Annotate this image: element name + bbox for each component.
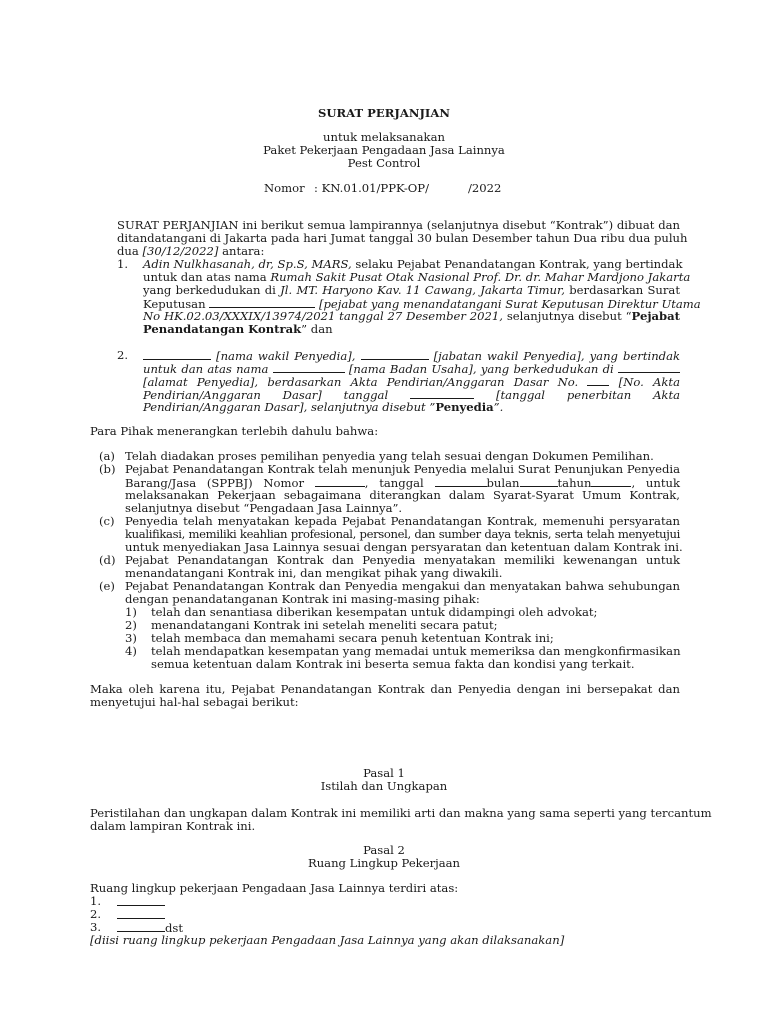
sub-item-number: 2) (125, 618, 137, 632)
scope-list-number: 2. (90, 907, 102, 921)
item-b-line-2: Barang/Jasa (SPPBJ) Nomor , tanggal bulan tahun , untuk (125, 476, 681, 490)
item-b-line-3: melaksanakan Pekerjaan sebagaimana diterangkan dalam Syarat-Syarat Umum Kontrak, (125, 488, 680, 502)
party1-line-5: No HK.02.03/XXXIX/13974/2021 tanggal 27 Desember 2021, selanjutnya disebut “Pejabat (143, 309, 680, 323)
item-b-line-4: selanjutnya disebut “Pengadaan Jasa Lainnya”. (125, 501, 403, 515)
item-c-line-3: untuk menyediakan Jasa Lainnya sesuai dengan persyaratan dan ketentuan dalam Kontrak ini. (125, 540, 683, 554)
intro-line-3: dua [30/12/2022] antara: (117, 244, 265, 258)
pasal-2-intro: Ruang lingkup pekerjaan Pengadaan Jasa Lainnya terdiri atas: (90, 881, 459, 895)
item-b-line-1: Pejabat Penandatangan Kontrak telah menunjuk Penyedia melalui Surat Penunjukan Penyedia (125, 462, 680, 476)
sub-item-text: telah membaca dan memahami secara penuh ketentuan Kontrak ini; (151, 631, 554, 645)
item-d-label: (d) (99, 553, 116, 567)
intro-line-1: SURAT PERJANJIAN ini berikut semua lampirannya (selanjutnya disebut “Kontrak”) dibuat dan (117, 218, 680, 232)
party1-line-6: Penandatangan Kontrak” dan (143, 322, 333, 336)
para-pihak: Para Pihak menerangkan terlebih dahulu bahwa: (90, 424, 379, 438)
party1-number: 1. (117, 257, 129, 271)
party1-line-3: yang berkedudukan di Jl. MT. Haryono Kav. 11 Cawang, Jakarta Timur, berdasarkan Surat (143, 283, 680, 297)
party2-line-1: [nama wakil Penyedia], [jabatan wakil Penyedia], yang bertindak (143, 349, 680, 363)
scope-list-number: 1. (90, 894, 102, 908)
item-c-line-2: kualifikasi, memiliki keahlian profesional, personel, dan sumber daya teknis, serta telah menyetujui (125, 527, 680, 541)
sub-item-text: menandatangani Kontrak ini setelah meneliti secara patut; (151, 618, 498, 632)
item-d-line-2: menandatangani Kontrak ini, dan mengikat pihak yang diwakili. (125, 566, 503, 580)
pasal-2-number: Pasal 2 (363, 843, 405, 857)
party1-line-1: Adin Nulkhasanah, dr, Sp.S, MARS, selaku Pejabat Penandatangan Kontrak, yang bertindak (143, 257, 683, 271)
party2-line-4: Pendirian/Anggaran Dasar] tanggal [tanggal penerbitan Akta (143, 388, 681, 402)
item-e-line-1: Pejabat Penandatangan Kontrak dan Penyedia mengakui dan menyatakan bahwa sehubungan (125, 579, 680, 593)
party2-line-2: untuk dan atas nama [nama Badan Usaha], yang berkedudukan di (143, 362, 680, 376)
item-a-label: (a) (99, 449, 115, 463)
sub-item-number: 4) (125, 644, 137, 658)
sub-item-number: 3) (125, 631, 137, 645)
item-b-label: (b) (99, 462, 116, 476)
subtitle-line-2: Paket Pekerjaan Pengadaan Jasa Lainnya (263, 143, 505, 157)
item-a-line-1: Telah diadakan proses pemilihan penyedia yang telah sesuai dengan Dokumen Pemilihan. (125, 449, 654, 463)
sub-item-number: 1) (125, 605, 137, 619)
party2-number: 2. (117, 348, 129, 362)
nomor-label: Nomor (264, 181, 305, 195)
maka-line-1: Maka oleh karena itu, Pejabat Penandatangan Kontrak dan Penyedia dengan ini bersepakat dan (90, 682, 680, 696)
nomor-year: /2022 (468, 181, 502, 195)
sub-item-text-continued: semua ketentuan dalam Kontrak ini beserta semua fakta dan kondisi yang terkait. (151, 657, 635, 671)
subtitle-line-3: Pest Control (347, 156, 421, 170)
party2-line-5: Pendirian/Anggaran Dasar], selanjutnya disebut ”Penyedia”. (143, 400, 504, 414)
subtitle-line-1: untuk melaksanakan (323, 130, 445, 144)
pasal-1-number: Pasal 1 (363, 766, 405, 780)
pasal-1-line-1: Peristilahan dan ungkapan dalam Kontrak ini memiliki arti dan makna yang sama seperti yang tercantum (90, 806, 712, 820)
maka-line-2: menyetujui hal-hal sebagai berikut: (90, 695, 299, 709)
scope-list-number: 3. (90, 920, 102, 934)
pasal-2-note: [diisi ruang lingkup pekerjaan Pengadaan Jasa Lainnya yang akan dilaksanakan] (90, 933, 565, 947)
scope-list-item: dst (117, 921, 183, 935)
item-d-line-1: Pejabat Penandatangan Kontrak dan Penyedia menyatakan memiliki kewenangan untuk (125, 553, 680, 567)
party2-line-3: [alamat Penyedia], berdasarkan Akta Pendirian/Anggaran Dasar No. [No. Akta (143, 375, 680, 389)
pasal-1-line-2: dalam lampiran Kontrak ini. (90, 819, 256, 833)
party1-line-4: Keputusan [pejabat yang menandatangani Surat Keputusan Direktur Utama (143, 297, 701, 311)
item-c-label: (c) (99, 514, 115, 528)
nomor-value: : KN.01.01/PPK-OP/ (314, 181, 429, 195)
pasal-2-title: Ruang Lingkup Pekerjaan (307, 856, 461, 870)
item-e-line-2: dengan penandatanganan Kontrak ini masing-masing pihak: (125, 592, 480, 606)
sub-item-text: telah dan senantiasa diberikan kesempatan untuk didampingi oleh advokat; (151, 605, 598, 619)
document-title: SURAT PERJANJIAN (318, 106, 450, 120)
item-c-line-1: Penyedia telah menyatakan kepada Pejabat Penandatangan Kontrak, memenuhi persyaratan (125, 514, 680, 528)
sub-item-text: telah mendapatkan kesempatan yang memadai untuk memeriksa dan mengkonfirmasikan (151, 644, 681, 658)
item-e-label: (e) (99, 579, 115, 593)
party1-line-2: untuk dan atas nama Rumah Sakit Pusat Otak Nasional Prof. Dr. dr. Mahar Mardjono Jakarta (143, 270, 691, 284)
pasal-1-title: Istilah dan Ungkapan (320, 779, 448, 793)
intro-line-2: ditandatangani di Jakarta pada hari Jumat tanggal 30 bulan Desember tahun Dua ribu dua puluh (117, 231, 688, 245)
